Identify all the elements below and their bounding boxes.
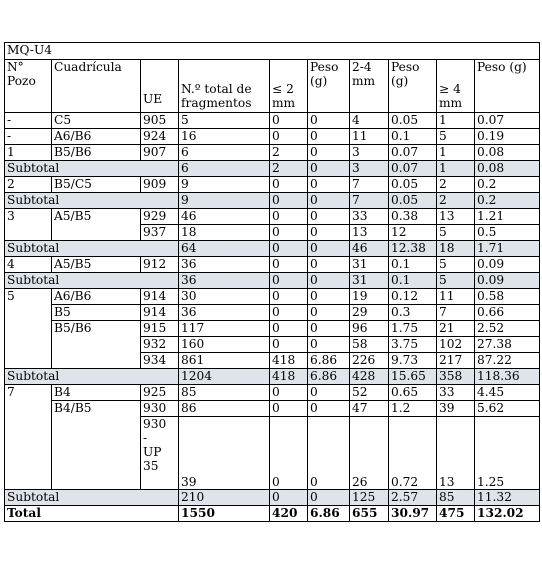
- header-total-fragmentos: N.º total de fragmentos: [179, 60, 270, 113]
- header-peso-2-4mm: Peso (g): [389, 60, 437, 113]
- cell-2-4mm: 3: [350, 145, 389, 161]
- cell-ge4mm: 13: [437, 417, 475, 490]
- cell-peso-ge4mm: 0.5: [475, 225, 540, 241]
- header-ge4mm: ≥ 4 mm: [437, 60, 475, 113]
- cell-peso-ge4mm: 0.66: [475, 305, 540, 321]
- cell-ge4mm: 18: [437, 241, 475, 257]
- subtotal-row: [5, 241, 540, 257]
- cell-peso-ge4mm: 1.21: [475, 209, 540, 225]
- cell-peso-le2mm: 0: [308, 177, 350, 193]
- header-peso-ge4mm: Peso (g): [475, 60, 540, 113]
- cell-ge4mm: 5: [437, 273, 475, 289]
- cell-ge4mm: 5: [437, 129, 475, 145]
- cell-2-4mm: 4: [350, 113, 389, 129]
- cell-total-fragmentos: 30: [179, 289, 270, 305]
- cell-le2mm: 0: [270, 385, 308, 401]
- cell-peso-ge4mm: 0.07: [475, 113, 540, 129]
- cell-peso-le2mm: 0: [308, 241, 350, 257]
- cell-pozo: [5, 353, 52, 369]
- cell-le2mm: 0: [270, 305, 308, 321]
- cell-cuadricula: B5: [52, 305, 141, 321]
- cell-total-fragmentos: 1204: [179, 369, 270, 385]
- cell-ge4mm: 11: [437, 289, 475, 305]
- subtotal-row: [5, 369, 540, 385]
- cell-peso-ge4mm: 0.09: [475, 273, 540, 289]
- cell-ge4mm: 2: [437, 193, 475, 209]
- cell-pozo: [5, 305, 52, 321]
- cell-total-fragmentos: 9: [179, 177, 270, 193]
- cell-ge4mm: 21: [437, 321, 475, 337]
- cell-peso-le2mm: 0: [308, 385, 350, 401]
- subtotal-label: Subtotal: [5, 490, 179, 506]
- cell-cuadricula: C5: [52, 113, 141, 129]
- cell-le2mm: 418: [270, 353, 308, 369]
- cell-peso-ge4mm: 87.22: [475, 353, 540, 369]
- cell-le2mm: 0: [270, 490, 308, 506]
- cell-ue: 914: [141, 289, 179, 305]
- cell-le2mm: 0: [270, 273, 308, 289]
- cell-peso-2-4mm: 0.1: [389, 129, 437, 145]
- header-cuadricula: Cuadrícula: [52, 60, 141, 113]
- cell-2-4mm: 11: [350, 129, 389, 145]
- cell-peso-2-4mm: 0.72: [389, 417, 437, 490]
- cell-le2mm: 0: [270, 241, 308, 257]
- table-row: [5, 385, 540, 401]
- cell-ue: 909: [141, 177, 179, 193]
- cell-2-4mm: 31: [350, 273, 389, 289]
- subtotal-label: Subtotal: [5, 193, 179, 209]
- cell-ue: 934: [141, 353, 179, 369]
- cell-ge4mm: 13: [437, 209, 475, 225]
- header-ue: UE: [141, 60, 179, 113]
- cell-peso-le2mm: 0: [308, 161, 350, 177]
- cell-peso-2-4mm: 0.1: [389, 273, 437, 289]
- cell-total-fragmentos: 39: [179, 417, 270, 490]
- cell-pozo: 4: [5, 257, 52, 273]
- cell-peso-le2mm: 0: [308, 273, 350, 289]
- cell-le2mm: 2: [270, 161, 308, 177]
- cell-cuadricula: B5/B6: [52, 321, 141, 337]
- cell-ge4mm: 39: [437, 401, 475, 417]
- total-row: [5, 506, 540, 522]
- cell-peso-ge4mm: 1.71: [475, 241, 540, 257]
- cell-cuadricula: B4/B5: [52, 401, 141, 417]
- cell-ge4mm: 1: [437, 161, 475, 177]
- cell-ge4mm: 5: [437, 257, 475, 273]
- cell-peso-2-4mm: 15.65: [389, 369, 437, 385]
- cell-peso-2-4mm: 30.97: [389, 506, 437, 522]
- cell-peso-ge4mm: 0.58: [475, 289, 540, 305]
- subtotal-label: Subtotal: [5, 241, 179, 257]
- cell-peso-2-4mm: 0.12: [389, 289, 437, 305]
- cell-peso-ge4mm: 2.52: [475, 321, 540, 337]
- cell-ue: 915: [141, 321, 179, 337]
- cell-peso-2-4mm: 12: [389, 225, 437, 241]
- cell-peso-2-4mm: 0.3: [389, 305, 437, 321]
- cell-total-fragmentos: 5: [179, 113, 270, 129]
- cell-pozo: [5, 337, 52, 353]
- cell-peso-le2mm: 6.86: [308, 353, 350, 369]
- cell-peso-le2mm: 0: [308, 225, 350, 241]
- cell-peso-2-4mm: 0.05: [389, 177, 437, 193]
- cell-peso-ge4mm: 0.08: [475, 161, 540, 177]
- cell-pozo: 7: [5, 385, 52, 401]
- cell-2-4mm: 96: [350, 321, 389, 337]
- cell-2-4mm: 52: [350, 385, 389, 401]
- cell-peso-le2mm: 0: [308, 417, 350, 490]
- cell-2-4mm: 47: [350, 401, 389, 417]
- cell-peso-2-4mm: 3.75: [389, 337, 437, 353]
- cell-2-4mm: 3: [350, 161, 389, 177]
- subtotal-label: Subtotal: [5, 161, 179, 177]
- cell-ge4mm: 1: [437, 113, 475, 129]
- title-row: [5, 43, 540, 60]
- table-row: [5, 321, 540, 337]
- cell-peso-2-4mm: 0.07: [389, 145, 437, 161]
- cell-ge4mm: 475: [437, 506, 475, 522]
- cell-cuadricula: A5/B5: [52, 209, 141, 225]
- cell-ue: 914: [141, 305, 179, 321]
- cell-ge4mm: 33: [437, 385, 475, 401]
- cell-ue: 932: [141, 337, 179, 353]
- cell-ue: 930 - UP 35: [141, 417, 179, 490]
- cell-total-fragmentos: 16: [179, 129, 270, 145]
- cell-le2mm: 418: [270, 369, 308, 385]
- cell-total-fragmentos: 85: [179, 385, 270, 401]
- cell-2-4mm: 58: [350, 337, 389, 353]
- cell-le2mm: 0: [270, 193, 308, 209]
- header-row: [5, 60, 540, 113]
- cell-2-4mm: 428: [350, 369, 389, 385]
- cell-le2mm: 0: [270, 321, 308, 337]
- cell-peso-le2mm: 6.86: [308, 506, 350, 522]
- cell-peso-2-4mm: 0.05: [389, 193, 437, 209]
- cell-ge4mm: 7: [437, 305, 475, 321]
- cell-ue: 912: [141, 257, 179, 273]
- cell-cuadricula: [52, 225, 141, 241]
- cell-2-4mm: 13: [350, 225, 389, 241]
- cell-peso-le2mm: 0: [308, 257, 350, 273]
- cell-ue: 905: [141, 113, 179, 129]
- cell-ge4mm: 217: [437, 353, 475, 369]
- cell-total-fragmentos: 36: [179, 273, 270, 289]
- cell-le2mm: 0: [270, 129, 308, 145]
- cell-peso-le2mm: 0: [308, 490, 350, 506]
- cell-le2mm: 2: [270, 145, 308, 161]
- cell-le2mm: 0: [270, 177, 308, 193]
- cell-total-fragmentos: 117: [179, 321, 270, 337]
- cell-cuadricula: [52, 353, 141, 369]
- cell-cuadricula: A6/B6: [52, 129, 141, 145]
- cell-total-fragmentos: 210: [179, 490, 270, 506]
- cell-2-4mm: 226: [350, 353, 389, 369]
- cell-peso-2-4mm: 0.07: [389, 161, 437, 177]
- cell-2-4mm: 26: [350, 417, 389, 490]
- cell-total-fragmentos: 18: [179, 225, 270, 241]
- cell-2-4mm: 7: [350, 193, 389, 209]
- cell-peso-2-4mm: 0.65: [389, 385, 437, 401]
- subtotal-row: [5, 273, 540, 289]
- table-row: [5, 401, 540, 417]
- data-table: [4, 42, 540, 522]
- cell-peso-ge4mm: 0.2: [475, 193, 540, 209]
- cell-total-fragmentos: 160: [179, 337, 270, 353]
- header-2-4mm: 2-4 mm: [350, 60, 389, 113]
- cell-2-4mm: 19: [350, 289, 389, 305]
- table-body: [5, 43, 540, 522]
- cell-total-fragmentos: 6: [179, 145, 270, 161]
- cell-total-fragmentos: 86: [179, 401, 270, 417]
- cell-peso-ge4mm: 118.36: [475, 369, 540, 385]
- cell-peso-le2mm: 6.86: [308, 369, 350, 385]
- cell-pozo: 2: [5, 177, 52, 193]
- cell-cuadricula: B5/C5: [52, 177, 141, 193]
- cell-peso-le2mm: 0: [308, 321, 350, 337]
- cell-pozo: 1: [5, 145, 52, 161]
- cell-total-fragmentos: 1550: [179, 506, 270, 522]
- cell-le2mm: 0: [270, 337, 308, 353]
- cell-pozo: 3: [5, 209, 52, 225]
- cell-cuadricula: [52, 417, 141, 490]
- cell-peso-le2mm: 0: [308, 145, 350, 161]
- cell-ge4mm: 85: [437, 490, 475, 506]
- cell-peso-ge4mm: 27.38: [475, 337, 540, 353]
- cell-peso-ge4mm: 0.09: [475, 257, 540, 273]
- subtotal-label: Subtotal: [5, 369, 179, 385]
- cell-ue: 925: [141, 385, 179, 401]
- cell-ge4mm: 5: [437, 225, 475, 241]
- table-row: [5, 225, 540, 241]
- cell-peso-ge4mm: 5.62: [475, 401, 540, 417]
- table-row: [5, 177, 540, 193]
- cell-peso-2-4mm: 2.57: [389, 490, 437, 506]
- subtotal-label: Subtotal: [5, 273, 179, 289]
- cell-total-fragmentos: 861: [179, 353, 270, 369]
- table-row: [5, 305, 540, 321]
- cell-2-4mm: 125: [350, 490, 389, 506]
- cell-peso-le2mm: 0: [308, 305, 350, 321]
- subtotal-row: [5, 193, 540, 209]
- total-label: Total: [5, 506, 179, 522]
- cell-ue: 930: [141, 401, 179, 417]
- cell-cuadricula: B5/B6: [52, 145, 141, 161]
- cell-le2mm: 0: [270, 209, 308, 225]
- header-le2mm: ≤ 2 mm: [270, 60, 308, 113]
- cell-total-fragmentos: 6: [179, 161, 270, 177]
- cell-ue: 907: [141, 145, 179, 161]
- cell-le2mm: 0: [270, 225, 308, 241]
- cell-2-4mm: 655: [350, 506, 389, 522]
- cell-peso-le2mm: 0: [308, 193, 350, 209]
- cell-ue: 924: [141, 129, 179, 145]
- cell-total-fragmentos: 36: [179, 305, 270, 321]
- cell-peso-ge4mm: 4.45: [475, 385, 540, 401]
- table-row: [5, 209, 540, 225]
- header-peso-le2mm: Peso (g): [308, 60, 350, 113]
- cell-cuadricula: A6/B6: [52, 289, 141, 305]
- cell-ge4mm: 2: [437, 177, 475, 193]
- cell-peso-2-4mm: 9.73: [389, 353, 437, 369]
- cell-ue: 937: [141, 225, 179, 241]
- cell-le2mm: 0: [270, 417, 308, 490]
- cell-total-fragmentos: 64: [179, 241, 270, 257]
- table-title: MQ-U4: [5, 43, 540, 60]
- table-row: [5, 353, 540, 369]
- subtotal-row: [5, 490, 540, 506]
- cell-le2mm: 0: [270, 257, 308, 273]
- header-pozo: N° Pozo: [5, 60, 52, 113]
- cell-pozo: [5, 417, 52, 490]
- table-row: [5, 129, 540, 145]
- cell-peso-le2mm: 0: [308, 401, 350, 417]
- cell-total-fragmentos: 36: [179, 257, 270, 273]
- cell-peso-ge4mm: 0.08: [475, 145, 540, 161]
- cell-ue: 929: [141, 209, 179, 225]
- cell-total-fragmentos: 46: [179, 209, 270, 225]
- cell-le2mm: 0: [270, 289, 308, 305]
- cell-ge4mm: 102: [437, 337, 475, 353]
- cell-peso-le2mm: 0: [308, 129, 350, 145]
- cell-peso-le2mm: 0: [308, 209, 350, 225]
- table-row: [5, 145, 540, 161]
- cell-peso-2-4mm: 0.05: [389, 113, 437, 129]
- cell-2-4mm: 7: [350, 177, 389, 193]
- cell-pozo: -: [5, 113, 52, 129]
- cell-pozo: [5, 321, 52, 337]
- cell-le2mm: 420: [270, 506, 308, 522]
- cell-total-fragmentos: 9: [179, 193, 270, 209]
- table-row: [5, 289, 540, 305]
- table-row: [5, 113, 540, 129]
- cell-2-4mm: 29: [350, 305, 389, 321]
- cell-peso-2-4mm: 1.2: [389, 401, 437, 417]
- cell-peso-2-4mm: 0.1: [389, 257, 437, 273]
- cell-peso-le2mm: 0: [308, 337, 350, 353]
- table-row: [5, 417, 540, 490]
- cell-cuadricula: A5/B5: [52, 257, 141, 273]
- cell-peso-2-4mm: 0.38: [389, 209, 437, 225]
- table-row: [5, 257, 540, 273]
- cell-peso-2-4mm: 12.38: [389, 241, 437, 257]
- cell-2-4mm: 46: [350, 241, 389, 257]
- cell-peso-ge4mm: 0.2: [475, 177, 540, 193]
- cell-pozo: 5: [5, 289, 52, 305]
- cell-peso-ge4mm: 1.25: [475, 417, 540, 490]
- subtotal-row: [5, 161, 540, 177]
- cell-pozo: [5, 225, 52, 241]
- cell-ge4mm: 358: [437, 369, 475, 385]
- cell-pozo: -: [5, 129, 52, 145]
- cell-2-4mm: 31: [350, 257, 389, 273]
- cell-peso-2-4mm: 1.75: [389, 321, 437, 337]
- cell-peso-ge4mm: 132.02: [475, 506, 540, 522]
- cell-peso-le2mm: 0: [308, 113, 350, 129]
- cell-le2mm: 0: [270, 113, 308, 129]
- cell-2-4mm: 33: [350, 209, 389, 225]
- cell-peso-ge4mm: 11.32: [475, 490, 540, 506]
- cell-le2mm: 0: [270, 401, 308, 417]
- table-row: [5, 337, 540, 353]
- cell-ge4mm: 1: [437, 145, 475, 161]
- cell-cuadricula: [52, 337, 141, 353]
- cell-cuadricula: B4: [52, 385, 141, 401]
- cell-peso-le2mm: 0: [308, 289, 350, 305]
- cell-pozo: [5, 401, 52, 417]
- cell-peso-ge4mm: 0.19: [475, 129, 540, 145]
